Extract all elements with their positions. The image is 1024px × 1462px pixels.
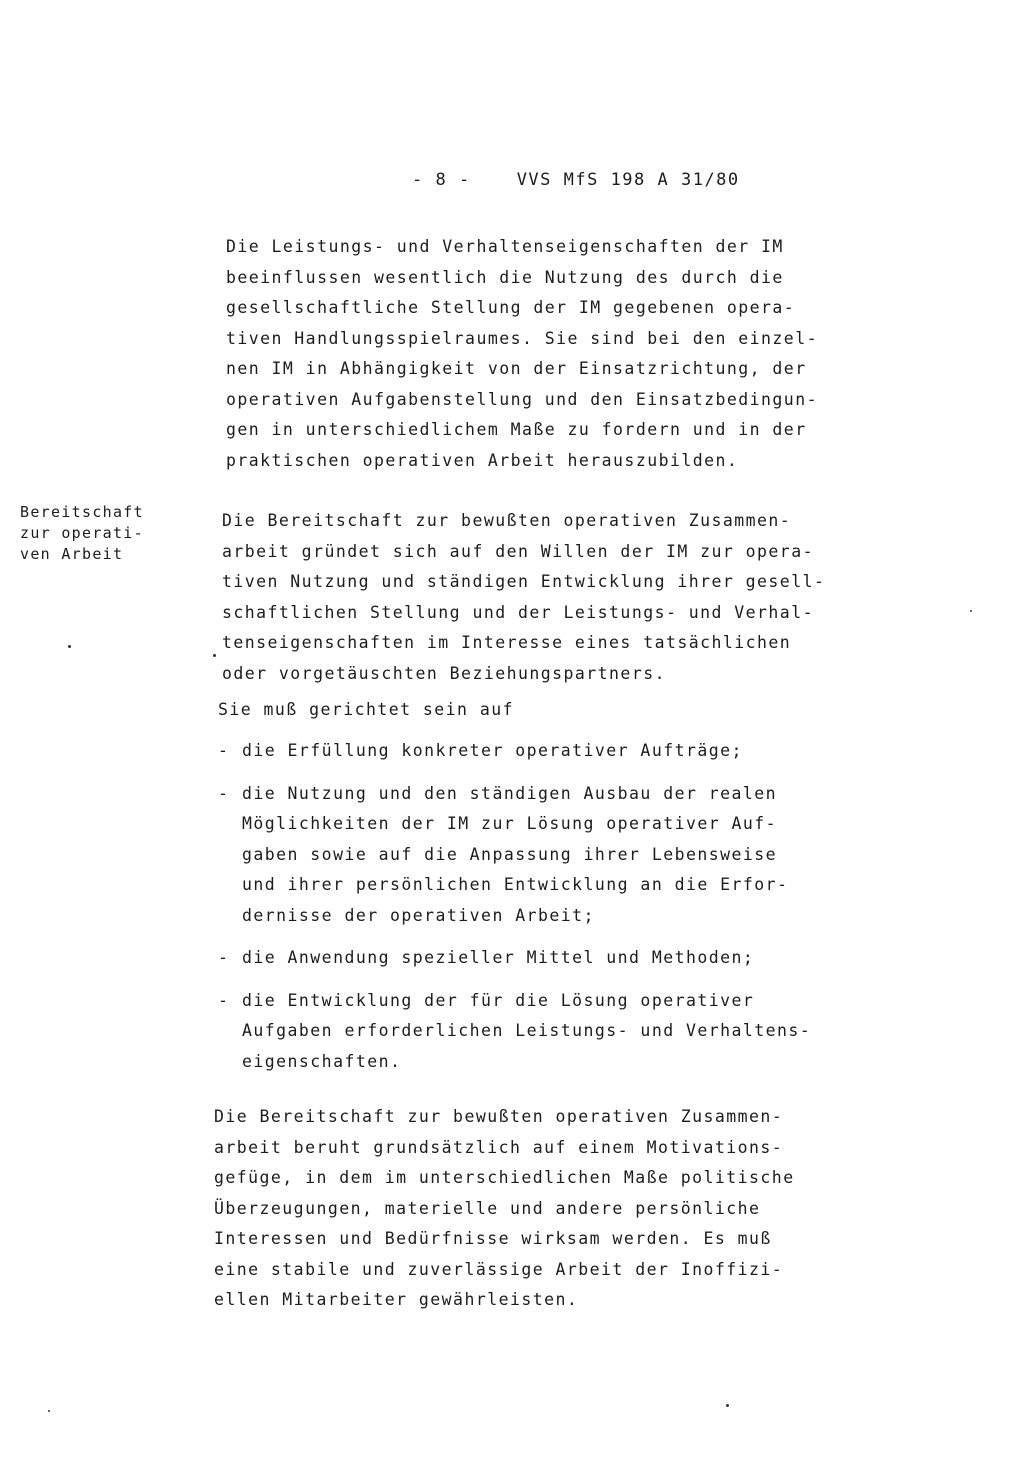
page-number: - 8 - — [412, 170, 471, 190]
requirements-list — [218, 736, 868, 1089]
list-item-continuation: und ihrer persönlichen Entwicklung an die Erfor- — [242, 875, 789, 894]
list-dash: - — [218, 948, 230, 967]
text-line: tenseigenschaften im Interesse eines tatsächlichen — [222, 633, 792, 652]
paragraph-3 — [214, 1102, 864, 1316]
text-line: Interessen und Bedürfnisse wirksam werden. Es muß — [214, 1229, 772, 1248]
scan-speck — [970, 610, 972, 612]
list-dash: - — [218, 990, 230, 1010]
text-line: nen IM in Abhängigkeit von der Einsatzrichtung, der — [226, 359, 807, 378]
text-line: tiven Handlungsspielraumes. Sie sind bei den einzel- — [226, 328, 818, 348]
scan-speck — [213, 654, 216, 657]
paragraph-1 — [226, 232, 876, 476]
list-item-text: die Nutzung und den ständigen Ausbau der realen — [242, 783, 778, 803]
text-line: oder vorgetäuschten Beziehungspartners. — [222, 663, 666, 683]
list-item-continuation: eigenschaften. — [242, 1051, 402, 1071]
text-line: eine stabile und zuverlässige Arbeit der Inoffizi- — [214, 1259, 784, 1279]
margin-note-line: ven Arbeit — [20, 545, 124, 563]
scan-speck — [726, 1404, 729, 1407]
list-item-continuation: gaben sowie auf die Anpassung ihrer Lebensweise — [242, 844, 778, 864]
text-line: gesellschaftliche Stellung der IM gegebenen opera- — [226, 298, 796, 317]
margin-note-line: zur operati- — [20, 524, 144, 542]
document-reference: VVS MfS 198 A 31/80 — [516, 170, 740, 190]
text-line: gefüge, in dem im unterschiedlichen Maße politische — [214, 1168, 795, 1187]
text-line: beeinflussen wesentlich die Nutzung des durch die — [226, 267, 784, 287]
list-item-text: die Anwendung spezieller Mittel und Methoden; — [242, 948, 755, 967]
text-line: Die Bereitschaft zur bewußten operativen Zusammen- — [222, 511, 792, 530]
list-item-continuation: Möglichkeiten der IM zur Lösung operativer Auf- — [242, 814, 778, 833]
paragraph-2 — [222, 506, 872, 689]
list-item-text: die Entwicklung der für die Lösung operativer — [242, 990, 755, 1010]
text-line: praktischen operativen Arbeit herauszubilden. — [226, 450, 739, 470]
list-dash: - — [218, 783, 230, 803]
list-item-continuation: dernisse der operativen Arbeit; — [242, 905, 595, 925]
text-line: tiven Nutzung und ständigen Entwicklung ihrer gesell- — [222, 572, 826, 591]
text-line: schaftlichen Stellung und der Leistungs- und Verhal- — [222, 602, 814, 622]
scan-speck — [68, 645, 71, 648]
page-header — [412, 170, 740, 190]
list-intro — [218, 697, 868, 723]
text-line: operativen Aufgabenstellung und den Einsatzbedingun- — [226, 389, 818, 409]
margin-note-line: Bereitschaft — [20, 503, 144, 521]
text-line: Überzeugungen, materielle und andere persönliche — [214, 1198, 761, 1218]
text-line: gen in unterschiedlichem Maße zu fordern und in der — [226, 420, 807, 439]
list-intro-text: Sie muß gerichtet sein auf — [218, 700, 514, 719]
text-line: Die Bereitschaft zur bewußten operativen Zusammen- — [214, 1107, 784, 1126]
list-item — [218, 779, 868, 932]
text-line: Die Leistungs- und Verhaltenseigenschaften der IM — [226, 237, 784, 256]
text-line: arbeit gründet sich auf den Willen der IM zur opera- — [222, 541, 814, 561]
list-dash: - — [218, 741, 230, 760]
margin-note — [20, 502, 180, 565]
list-item — [218, 943, 868, 974]
scan-speck — [48, 1410, 50, 1412]
list-item-text: die Erfüllung konkreter operativer Aufträge; — [242, 741, 743, 760]
list-item — [218, 736, 868, 767]
list-item — [218, 986, 868, 1078]
list-item-continuation: Aufgaben erforderlichen Leistungs- und Verhaltens- — [242, 1021, 812, 1040]
text-line: arbeit beruht grundsätzlich auf einem Motivations- — [214, 1137, 784, 1157]
text-line: ellen Mitarbeiter gewährleisten. — [214, 1290, 579, 1309]
